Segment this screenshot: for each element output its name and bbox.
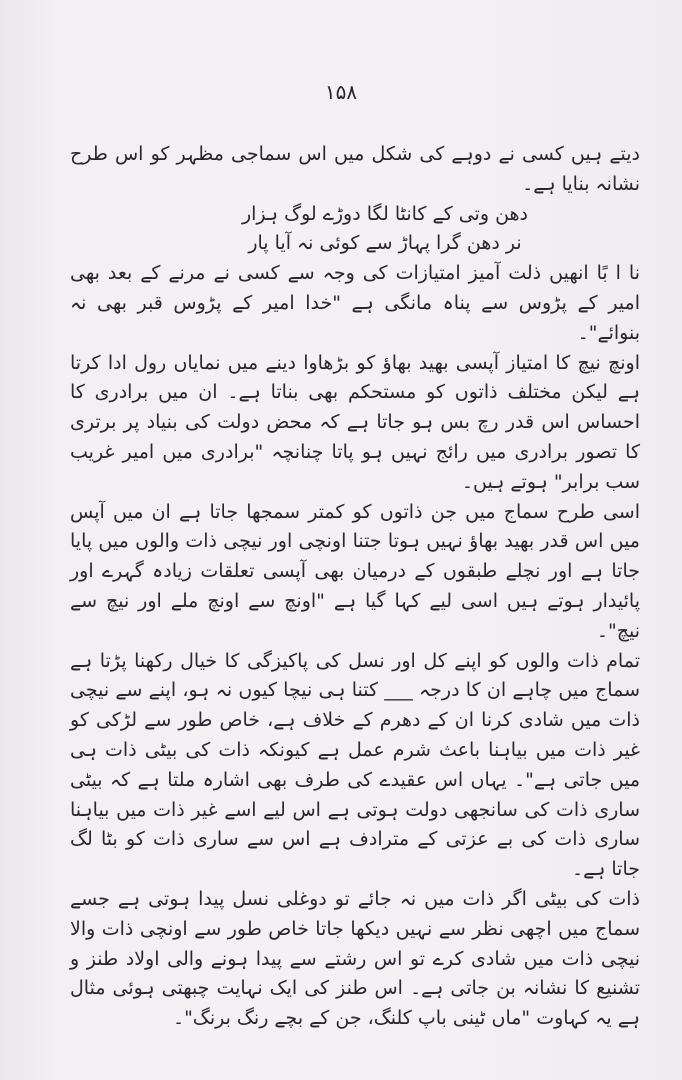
paragraph-neighbour: نا ا بًا انھیں ذلت آمیز امتیازات کی وجہ سے کسی نے مرنے کے بعد بھی امیر کے پڑوس سے پناہ مانگی ہے "خدا امیر کے پڑوس قبر بھی نہ بنوائے"۔ [70, 262, 640, 344]
paragraph-lower-castes: اسی طرح سماج میں جن ذاتوں کو کمتر سمجھا جاتا ہے ان میں آپس میں اس قدر بھید بھاؤ نہیں ہوتا جتنا اونچی اور نیچی ذات والوں میں پایا جاتا ہے اور نچلے طبقوں کے درمیان بھی آپسی تعلقات زیادہ گہرے اور پائیدار ہوتے ہیں اسی لیے کہا گیا ہے "اونچ سے اونچ ملے اور نیچ سے نیچ"۔ [70, 500, 640, 642]
paragraph-purity: تمام ذات والوں کو اپنے کل اور نسل کی پاکیزگی کا خیال رکھنا پڑتا ہے سماج میں چاہے ان کا درجہ ___ کتنا ہی نیچا کیوں نہ ہو، اپنے سے نیچی ذات میں شادی کرنا ان کے دھرم کے خلاف ہے، خاص طور سے لڑکی کو غیر ذات میں بیاہنا باعث شرم عمل ہے کیونکہ ذات کی بیٹی ذات ہی میں جاتی ہے"۔ یہاں اس عقیدے کی طرف بھی اشارہ ملتا ہے کہ بیٹی ساری ذات کی سانجھی دولت ہوتی ہے اس لیے اسے غیر ذات میں بیاہنا ساری ذات کی بے عزتی کے مترادف ہے اس سے ساری ذات کو بٹا لگ جاتا ہے۔ [70, 649, 640, 881]
paragraph-caste-distinction: اونچ نیچ کا امتیاز آپسی بھید بھاؤ کو بڑھاوا دینے میں نمایاں رول ادا کرتا ہے لیکن مختلف ذاتوں کو مستحکم بھی بناتا ہے۔ ان میں برادری کا احساس اس قدر رچ بس ہو جاتا ہے کہ محض دولت کی بنیاد پر برتری کا تصور برادری میں رائج نہیں ہو پاتا چنانچہ "برادری میں امیر غریب سب برابر" ہوتے ہیں۔ [70, 351, 640, 493]
verse-line-1: دھن وتی کے کانٹا لگا دوڑے لوگ ہزار [241, 202, 529, 225]
page-number: ۱۵۸ [324, 80, 358, 104]
body-text [70, 140, 640, 1034]
verse-line-2: نر دھن گرا پہاڑ سے کوئی نہ آیا پار [248, 232, 522, 255]
paragraph-mixed-lineage: ذات کی بیٹی اگر ذات میں نہ جائے تو دوغلی نسل پیدا ہوتی ہے جسے سماج میں اچھی نظر سے نہیں دیکھا جاتا خاص طور سے اونچی ذات والا نیچی ذات میں شادی کرے تو اس رشتے سے پیدا ہونے والی اولاد طنز و تشنیع کا نشانہ بن جاتی ہے۔ اس طنز کی ایک نہایت چبھتی ہوئی مثال ہے یہ کہاوت "ماں ٹینی باپ کلنگ، جن کے بچے رنگ برنگ"۔ [70, 887, 640, 1030]
paragraph-intro: دیتے ہیں کسی نے دوہے کی شکل میں اس سماجی مظہر کو اس طرح نشانہ بنایا ہے۔ [70, 143, 640, 195]
